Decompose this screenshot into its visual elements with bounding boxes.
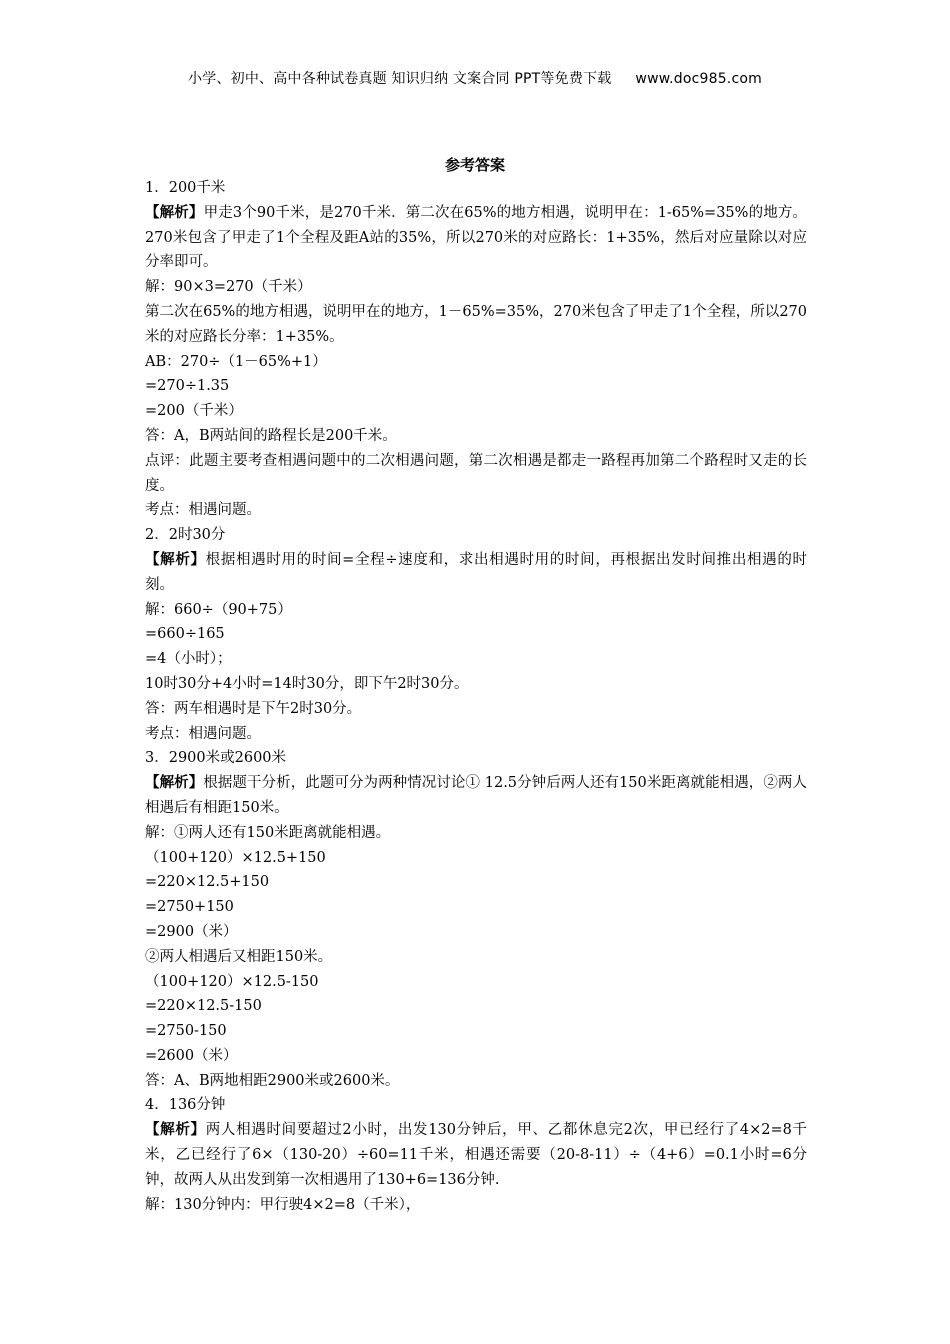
text-line: [145, 598, 807, 623]
text-content: 解：130分钟内：甲行驶4×2=8（千米），: [145, 1196, 421, 1213]
text-content: =200（千米）: [145, 403, 243, 420]
analysis-tag: 【解析】: [145, 775, 204, 792]
text-line: [145, 275, 807, 300]
text-line: [145, 821, 807, 846]
text-content: AB：270÷（1－65%+1）: [145, 353, 327, 370]
text-content: 3．2900米或2600米: [145, 750, 287, 767]
text-content: 答：A，B两站间的路程长是200千米。: [145, 427, 397, 444]
text-content: 4．136分钟: [145, 1097, 226, 1114]
text-content: 1．200千米: [145, 180, 226, 196]
text-content: 第二次在65%的地方相遇，说明甲在的地方，1－65%=35%，270米包含了甲走了1个全程，所以270米的对应路长分率：1+35%。: [145, 303, 807, 345]
text-content: =660÷165: [145, 626, 225, 643]
text-line: [145, 498, 807, 523]
text-line: [145, 846, 807, 871]
text-paragraph: [145, 449, 807, 499]
text-paragraph: [145, 300, 807, 350]
header-site-link[interactable]: www.doc985.com: [635, 71, 762, 87]
text-content: （100+120）×12.5+150: [145, 849, 326, 866]
text-line: [145, 647, 807, 672]
text-line: [145, 994, 807, 1019]
text-content: 根据题干分析，此题可分为两种情况讨论① 12.5分钟后两人还有150米距离就能相遇，②两人相遇后有相距150米。: [145, 775, 807, 816]
text-line: [145, 424, 807, 449]
text-line: [145, 1019, 807, 1044]
text-line: [145, 870, 807, 895]
text-content: =220×12.5+150: [145, 874, 270, 891]
text-line: [145, 895, 807, 920]
text-paragraph: [145, 548, 807, 598]
page-header: [0, 68, 950, 88]
text-content: =270÷1.35: [145, 378, 230, 395]
text-content: 解：660÷（90+75）: [145, 601, 292, 618]
text-content: =4（小时）；: [145, 651, 232, 668]
text-content: 答：两车相遇时是下午2时30分。: [145, 700, 362, 717]
text-content: 考点：相遇问题。: [145, 502, 261, 519]
text-paragraph: [145, 201, 807, 275]
text-content: 10时30分+4小时=14时30分，即下午2时30分。: [145, 675, 469, 692]
text-line: [145, 350, 807, 375]
text-line: [145, 920, 807, 945]
text-line: [145, 746, 807, 771]
text-content: 两人相遇时间要超过2小时，出发130分钟后，甲、乙都休息完2次，甲已经行了4×2=8千米，乙已经行了6×（130-20）÷60=11千米，相遇还需要（20-8-11）÷（4+6）=0.1小时=6分钟，故两人从出发到第一次相遇用了130+6=136分钟.: [145, 1122, 808, 1188]
header-text: 小学、初中、高中各种试卷真题 知识归纳 文案合同 PPT等免费下载: [188, 71, 612, 87]
text-content: =2750-150: [145, 1023, 227, 1040]
text-line: [145, 1069, 807, 1094]
text-line: [145, 176, 807, 201]
text-line: [145, 1193, 807, 1218]
text-content: 点评：此题主要考查相遇问题中的二次相遇问题，第二次相遇是都走一路程再加第二个路程时又走的长度。: [145, 452, 807, 494]
text-content: 考点：相遇问题。: [145, 725, 261, 742]
analysis-tag: 【解析】: [145, 551, 206, 568]
analysis-tag: 【解析】: [145, 204, 204, 221]
analysis-tag: 【解析】: [145, 1122, 206, 1139]
text-line: [145, 1093, 807, 1118]
text-line: [145, 622, 807, 647]
text-content: =2600（米）: [145, 1047, 238, 1064]
text-content: =220×12.5-150: [145, 998, 262, 1015]
text-line: [145, 523, 807, 548]
page-title: 参考答案: [444, 156, 505, 174]
text-line: [145, 722, 807, 747]
text-line: [145, 697, 807, 722]
text-line: [145, 970, 807, 995]
text-line: [145, 374, 807, 399]
text-content: 2．2时30分: [145, 527, 226, 544]
answer-content: [145, 176, 807, 1217]
text-content: =2750+150: [145, 899, 234, 916]
text-line: [145, 672, 807, 697]
text-content: =2900（米）: [145, 923, 238, 940]
text-line: [145, 1044, 807, 1069]
text-content: 甲走3个90千米，是270千米．第二次在65%的地方相遇，说明甲在：1-65%=35%的地方。270米包含了甲走了1个全程及距A站的35%，所以270米的对应路长：1+35%，然后对应量除以对应分率即可。: [145, 204, 807, 271]
text-content: 答：A、B两地相距2900米或2600米。: [145, 1072, 400, 1089]
text-paragraph: [145, 771, 807, 821]
text-line: [145, 399, 807, 424]
text-content: 解：90×3=270（千米）: [145, 279, 312, 296]
text-content: ②两人相遇后又相距150米。: [145, 948, 333, 965]
text-paragraph: [145, 1118, 807, 1192]
text-content: 根据相遇时用的时间=全程÷速度和，求出相遇时用的时间，再根据出发时间推出相遇的时刻。: [145, 551, 808, 593]
text-content: （100+120）×12.5-150: [145, 973, 319, 990]
text-line: [145, 945, 807, 970]
text-content: 解：①两人还有150米距离就能相遇。: [145, 824, 391, 841]
